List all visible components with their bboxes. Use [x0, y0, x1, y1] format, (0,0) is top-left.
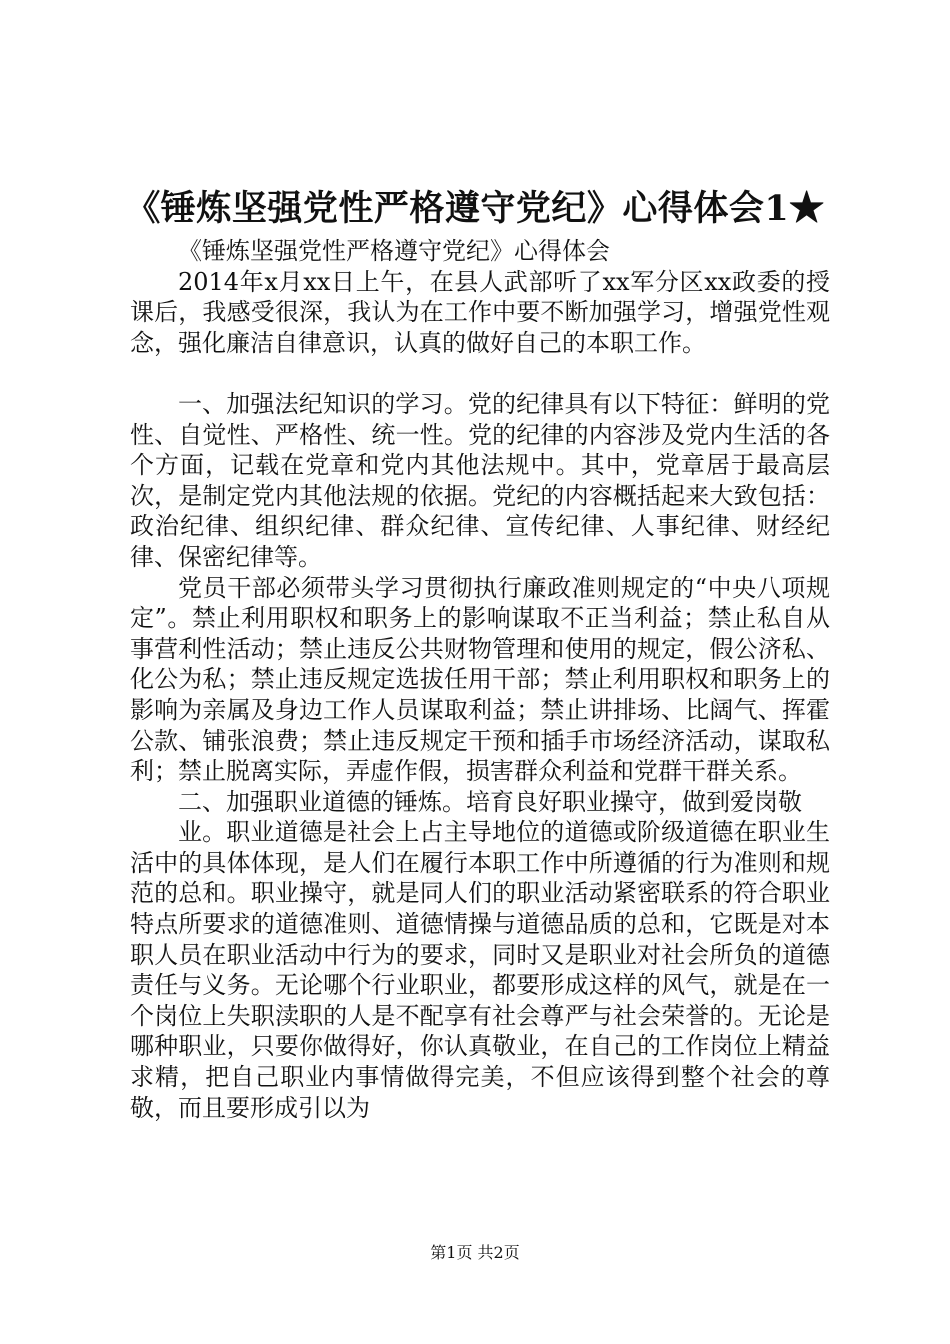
paragraph-section-one: 一、加强法纪知识的学习。党的纪律具有以下特征：鲜明的党性、自觉性、严格性、统一性。党的纪律的内容涉及党内生活的各个方面，记载在党章和党内其他法规中。其中，党章居于最高层次，是制定党内其他法规的依据。党纪的内容概括起来大致包括：政治纪律、组织纪律、群众纪律、宣传纪律、人事纪律、财经纪律、保密纪律等。 — [130, 389, 830, 571]
paragraph-intro: 2014年x月xx日上午，在县人武部听了xx军分区xx政委的授课后，我感受很深，我认为在工作中要不断加强学习，增强党性观念，强化廉洁自律意识，认真的做好自己的本职工作。 — [130, 267, 830, 357]
document-title: 《锤炼坚强党性严格遵守党纪》心得体会1★ — [125, 188, 825, 229]
paragraph-eight-rules: 党员干部必须带头学习贯彻执行廉政准则规定的“中央八项规定”。禁止利用职权和职务上的影响谋取不正当利益；禁止私自从事营利性活动；禁止违反公共财物管理和使用的规定，假公济私、化公为私；禁止违反规定选拔任用干部；禁止利用职权和职务上的影响为亲属及身边工作人员谋取利益；禁止讲排场、比阔气、挥霍公款、铺张浪费；禁止违反规定干预和插手市场经济活动，谋取私利；禁止脱离实际，弄虚作假，损害群众利益和党群干群关系。 — [130, 573, 830, 786]
paragraph-section-two-body: 业。职业道德是社会上占主导地位的道德或阶级道德在职业生活中的具体体现，是人们在履行本职工作中所遵循的行为准则和规范的总和。职业操守，就是同人们的职业活动紧密联系的符合职业特点所要求的道德准则、道德情操与道德品质的总和，它既是对本职人员在职业活动中行为的要求，同时又是职业对社会所负的道德责任与义务。无论哪个行业职业，都要形成这样的风气，就是在一个岗位上失职渎职的人是不配享有社会尊严与社会荣誉的。无论是哪种职业，只要你做得好，你认真敬业，在自己的工作岗位上精益求精，把自己职业内事情做得完美，不但应该得到整个社会的尊敬，而且要形成引以为 — [130, 818, 830, 1122]
paragraph-section-two-heading: 二、加强职业道德的锤炼。培育良好职业操守，做到爱岗敬 — [178, 787, 802, 816]
paragraph-subtitle: 《锤炼坚强党性严格遵守党纪》心得体会 — [178, 237, 610, 265]
page-footer: 第1页 共2页 — [430, 1243, 520, 1262]
document-body — [130, 236, 830, 1123]
